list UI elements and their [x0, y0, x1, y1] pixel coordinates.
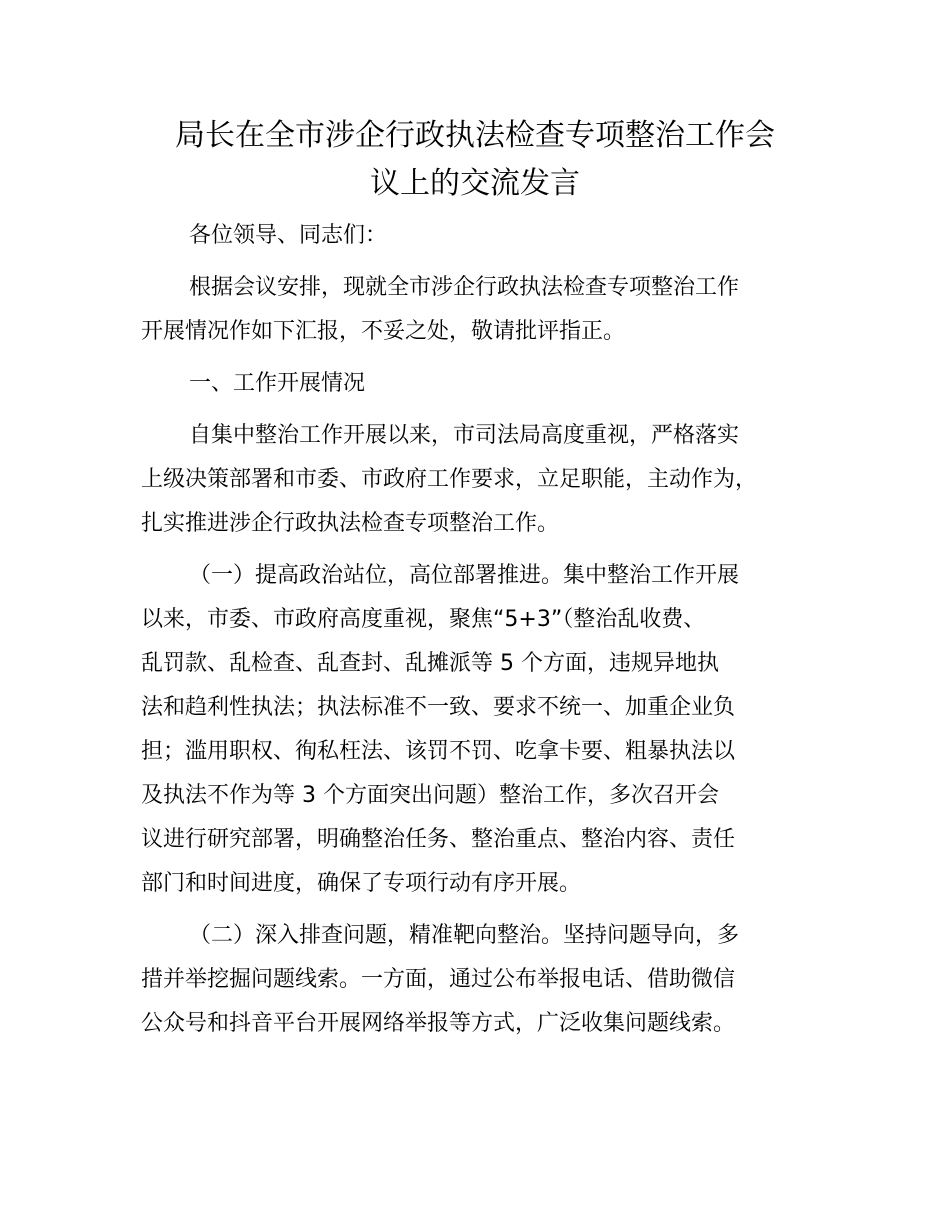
document-title — [140, 112, 810, 208]
text-line: 乱罚款、乱检查、乱查封、乱摊派等 5 个方面，违规异地执 — [141, 651, 719, 676]
subsection-paragraph-2 — [141, 914, 833, 1046]
title-line: 局长在全市涉企行政执法检查专项整治工作会 — [175, 118, 775, 153]
text-line: 议进行研究部署，明确整治任务、整治重点、整治内容、责任 — [141, 827, 736, 852]
document-body — [141, 214, 833, 1046]
text-line: 公众号和抖音平台开展网络举报等方式，广泛收集问题线索。 — [141, 1011, 736, 1036]
text-line: 法和趋利性执法；执法标准不一致、要求不统一、加重企业负 — [141, 695, 736, 720]
text-line: 自集中整治工作开展以来，市司法局高度重视，严格落实 — [189, 423, 740, 448]
section-heading — [141, 362, 833, 406]
intro-paragraph — [141, 266, 833, 354]
text-line: （二）深入排查问题，精准靶向整治。坚持问题导向，多 — [189, 923, 740, 948]
salutation-paragraph — [141, 214, 833, 258]
text-line: 一、工作开展情况 — [189, 371, 366, 396]
section-paragraph — [141, 414, 833, 546]
text-line: 扎实推进涉企行政执法检查专项整治工作。 — [141, 511, 560, 536]
text-line: 措并举挖掘问题线索。一方面，通过公布举报电话、借助微信 — [141, 967, 736, 992]
title-line: 议上的交流发言 — [370, 166, 580, 201]
text-line: 各位领导、同志们： — [189, 223, 388, 248]
text-line: 担；滥用职权、徇私枉法、该罚不罚、吃拿卡要、粗暴执法以 — [141, 739, 736, 764]
text-line: 部门和时间进度，确保了专项行动有序开展。 — [141, 871, 582, 896]
text-line: 根据会议安排，现就全市涉企行政执法检查专项整治工作 — [189, 275, 740, 300]
text-line: 以来，市委、市政府高度重视，聚焦“5+3”（整治乱收费、 — [141, 607, 706, 632]
text-line: 开展情况作如下汇报，不妥之处，敬请批评指正。 — [141, 319, 626, 344]
text-line: （一）提高政治站位，高位部署推进。集中整治工作开展 — [189, 563, 740, 588]
subsection-paragraph-1 — [141, 554, 833, 906]
text-line: 上级决策部署和市委、市政府工作要求，立足职能，主动作为， — [141, 467, 758, 492]
text-line: 及执法不作为等 3 个方面突出问题）整治工作，多次召开会 — [141, 783, 719, 808]
